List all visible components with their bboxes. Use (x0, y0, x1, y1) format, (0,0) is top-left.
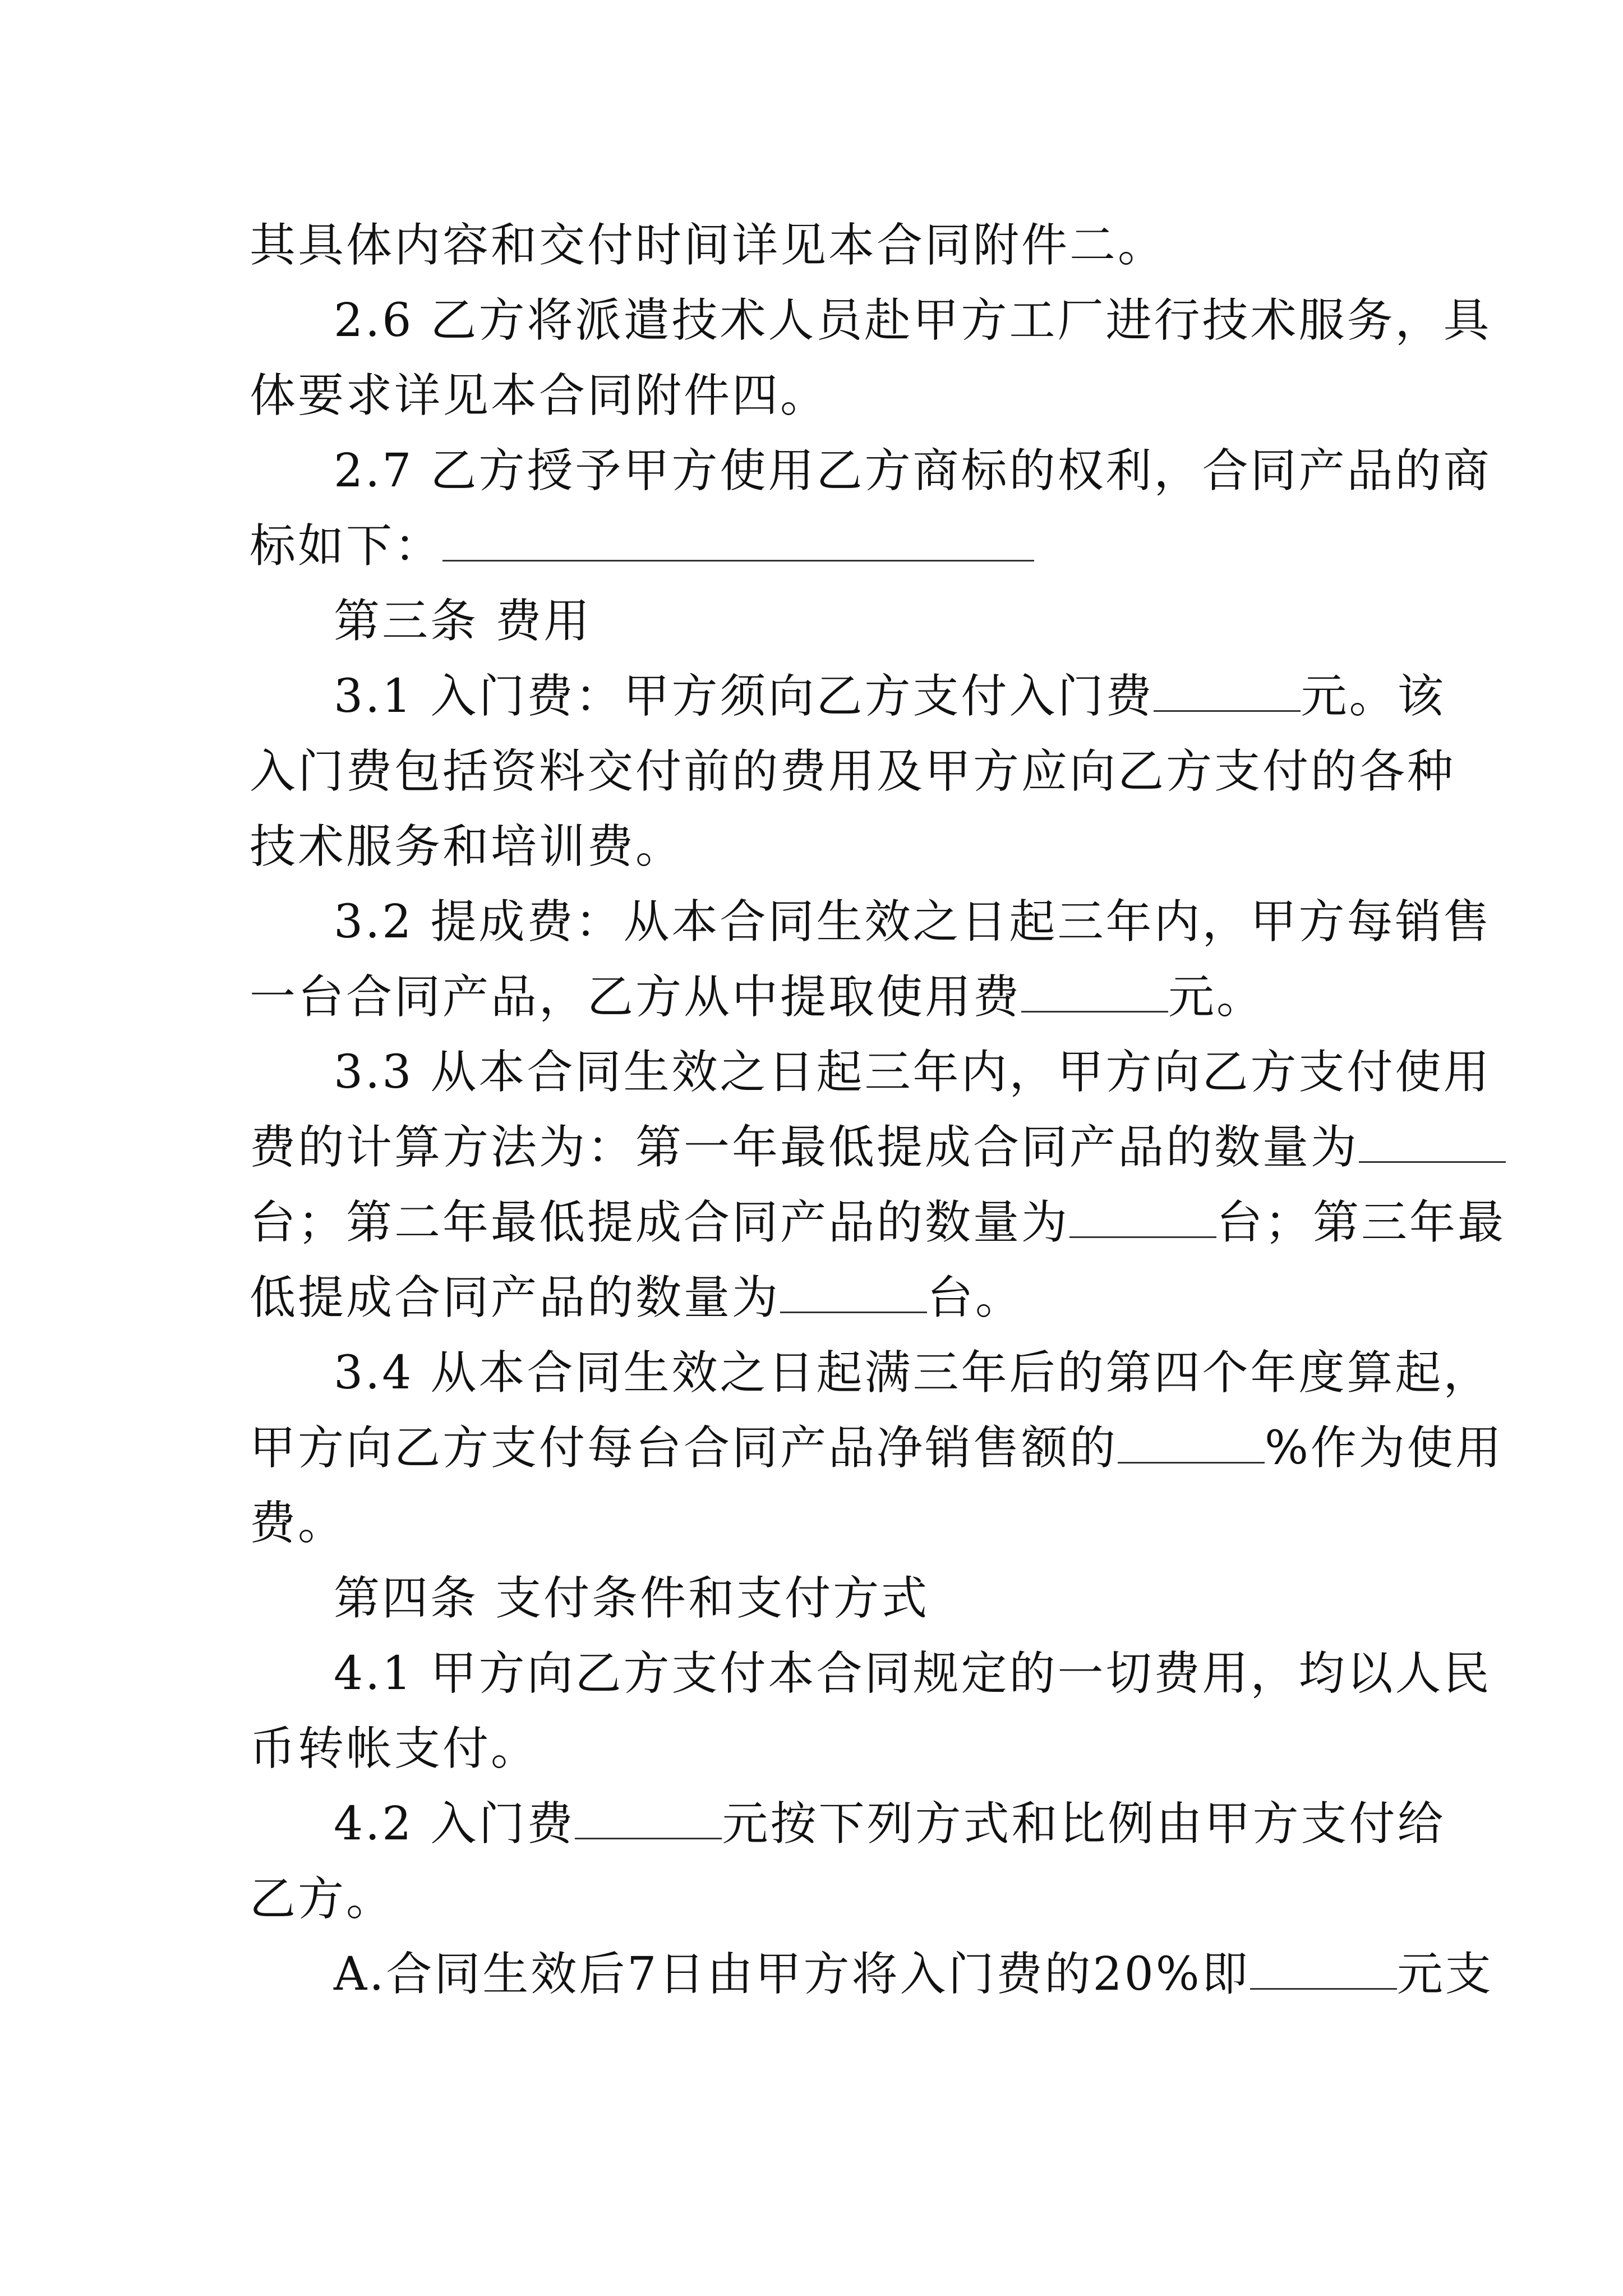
text-line: 4.1 甲方向乙方支付本合同规定的一切费用，均以人民 (334, 1647, 1492, 1700)
text-line: 技术服务和培训费。 (250, 820, 684, 873)
text-line: 体要求详见本合同附件四。 (250, 369, 829, 422)
blank-underline (1021, 967, 1168, 1013)
text-line: 低提成合同产品的数量为 台。 (250, 1259, 1023, 1337)
text-line: 入门费包括资料交付前的费用及甲方应向乙方支付的各种 (250, 745, 1456, 798)
text-line: 2.6 乙方将派遣技术人员赴甲方工厂进行技术服务，具 (334, 294, 1492, 347)
text-line: A.合同生效后7日由甲方将入门费的20%即 元支 (334, 1935, 1493, 2014)
text-line: 标如下： (250, 507, 1034, 586)
text-line: 台；第二年最低提成合同产品的数量为 台；第三年最 (250, 1184, 1506, 1262)
blank-underline (1118, 1418, 1265, 1464)
section-heading: 第四条 支付条件和支付方式 (334, 1572, 930, 1625)
blank-underline (442, 516, 1034, 562)
text-line: 其具体内容和交付时间详见本合同附件二。 (250, 219, 1166, 272)
section-heading: 第三条 费用 (334, 595, 592, 648)
blank-underline (780, 1268, 927, 1313)
text-line: 3.4 从本合同生效之日起满三年后的第四个年度算起， (334, 1346, 1492, 1400)
text-line: 费的计算方法为：第一年最低提成合同产品的数量为 (250, 1108, 1506, 1187)
blank-underline (575, 1794, 722, 1839)
text-line: 乙方。 (250, 1872, 395, 1926)
text-line: 费。 (250, 1497, 347, 1550)
text-line: 4.2 入门费 元按下列方式和比例由甲方支付给 (334, 1785, 1446, 1864)
blank-underline (1359, 1117, 1506, 1163)
text-line: 甲方向乙方支付每台合同产品净销售额的 %作为使用 (250, 1409, 1504, 1488)
blank-underline (1250, 1944, 1397, 1990)
blank-underline (1069, 1193, 1216, 1238)
text-line: 3.1 入门费：甲方须向乙方支付入门费 元。该 (334, 657, 1446, 736)
text-line: 一台合同产品，乙方从中提取使用费 元。 (250, 958, 1265, 1037)
blank-underline (1154, 666, 1301, 712)
text-line: 3.3 从本合同生效之日起三年内，甲方向乙方支付使用 (334, 1046, 1492, 1099)
text-line: 2.7 乙方授予甲方使用乙方商标的权利，合同产品的商 (334, 444, 1492, 498)
text-line: 3.2 提成费：从本合同生效之日起三年内，甲方每销售 (334, 895, 1492, 949)
text-line: 币转帐支付。 (250, 1722, 540, 1775)
